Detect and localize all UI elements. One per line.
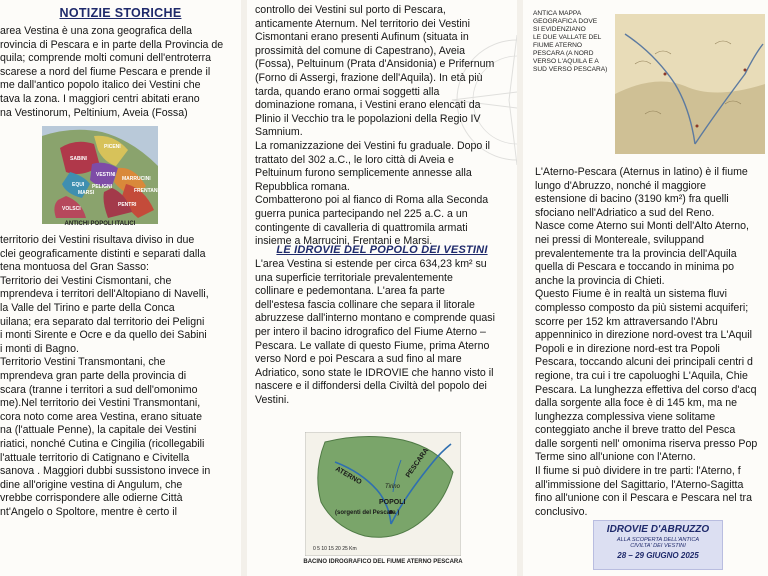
- text-line: Vestini.: [255, 393, 290, 406]
- text-line: contingente di cavalleria di quattromila armati: [255, 221, 468, 234]
- idrovie-text: [255, 258, 517, 408]
- event-title: IDROVIE D'ABRUZZO: [606, 524, 710, 535]
- column-left: [0, 0, 241, 576]
- text-line: Adriatico, sono state le IDROVIE che hanno visto il: [255, 366, 494, 379]
- note-line: SUD VERSO PESCARA): [533, 66, 608, 73]
- text-line: insieme a Marrucini, Frentani e Marsi.: [255, 235, 433, 248]
- text-line: lungo d'Abruzzo, nonché il maggiore: [535, 179, 707, 192]
- text-line: Plinio il Vecchio tra le popolazioni della Regio IV: [255, 112, 481, 125]
- text-line: dalla sorgente alla foce è di 145 km, ma ne: [535, 397, 737, 410]
- map-label: Tirino: [385, 484, 400, 490]
- note-line: GEOGRAFICA DOVE: [533, 18, 598, 25]
- text-line: i monti Sirente e Ocre e da quello dei Sabini: [0, 329, 207, 342]
- column-right: [523, 0, 768, 576]
- text-line: verso Nord e poi Pescara a sud fino al mare: [255, 353, 462, 366]
- text-line: complesso composto da più sistemi acquiferi;: [535, 301, 749, 314]
- text-line: all'immissione del Sagittario, l'Aterno-Sagitta: [535, 478, 744, 491]
- map-label: FRENTANI: [134, 188, 158, 194]
- map-label: PENTRI: [118, 202, 137, 208]
- text-line: area Vestina è una zona geografica della: [0, 25, 193, 37]
- text-line: anticamente Aternum. Nel territorio dei Vestini: [255, 17, 470, 30]
- text-line: sanova . Maggiori dubbi sussistono invece in: [0, 465, 211, 478]
- text-line: trattato del 302 a.C., le loro città di Aveia e: [255, 153, 454, 166]
- text-line: na (l'attuale Penne), la capitale dei Vestini: [0, 424, 197, 437]
- text-line: abruzzese dall'interno montano e comprende quasi: [255, 312, 495, 325]
- note-line: VERSO L'AQUILA E A: [533, 58, 599, 65]
- text-line: tarda, quando erano ormai soggetti alla: [255, 85, 440, 98]
- text-line: scarese a nord del fiume Pescara e prende il: [0, 65, 211, 78]
- text-line: uilana; era separato dal territorio dei Peligni: [0, 315, 205, 328]
- basin-map-caption: BACINO IDROGRAFICO DEL FIUME ATERNO PESCARA: [303, 559, 463, 565]
- text-line: territorio dei Vestini risultava diviso in due: [0, 234, 195, 246]
- event-subtitle-1: ALLA SCOPERTA DELL'ANTICA: [616, 537, 700, 543]
- text-line: riatici, nonché Cutina e Cingilia (ricollegabili: [0, 437, 205, 450]
- event-dates: 28 – 29 GIUGNO 2025: [617, 551, 699, 560]
- intro-text: [0, 25, 238, 120]
- text-line: rovincia di Pescara e in parte della Provincia de: [0, 38, 224, 51]
- text-line: una superficie territoriale prevalentemente: [255, 271, 453, 284]
- text-line: na Vestinorum, Peltinium, Aveia (Fossa): [0, 106, 188, 119]
- text-line: l'attuale territorio di Catignano e Civitella: [0, 451, 190, 464]
- map-caption: ANTICHI POPOLI ITALICI: [64, 221, 136, 227]
- text-line: Repubblica romana.: [255, 180, 350, 193]
- map-note: [533, 10, 619, 74]
- map-label: MARSI: [78, 190, 95, 196]
- text-line: dominazione romana, i Vestini erano elencati da: [255, 99, 481, 112]
- antique-map-image: [615, 14, 765, 154]
- text-line: Territorio Vestini Transmontani, che: [0, 356, 166, 369]
- text-line: Territorio dei Vestini Cismontani, che: [0, 274, 172, 287]
- text-line: Questo Fiume è in realtà un sistema fluvi: [535, 288, 727, 301]
- text-line: clei geograficamente distinti e separati dalla: [0, 247, 206, 260]
- map-label: SABINI: [70, 156, 87, 162]
- text-line: (Fossa), Peltuinum (Prata d'Ansidonia) e Prifernum: [255, 58, 495, 71]
- note-line: PESCARA (A NORD: [533, 50, 594, 57]
- text-line: tena montuosa del Gran Sasso:: [0, 261, 149, 274]
- text-line: Nasce come Aterno sui Monti dell'Alto Aterno,: [535, 220, 750, 233]
- map-label: (sorgenti del Pescara ): [335, 510, 400, 516]
- text-line: L'area Vestina si estende per circa 634,23 km² su: [255, 258, 487, 270]
- text-line: dine all'origine vestina di Angulum, che: [0, 478, 183, 491]
- text-line: Peltuinum furono semplicemente annesse alla: [255, 167, 472, 180]
- ancient-peoples-map: [42, 126, 158, 224]
- text-line: prevalentemente tra la provincia dell'Aquila: [535, 247, 737, 260]
- text-line: cora noto come area Vestina, erano situate: [0, 410, 202, 423]
- event-banner: [593, 520, 723, 570]
- text-line: La romanizzazione dei Vestini fu graduale. Dopo il: [255, 139, 490, 152]
- text-line: Terme sino all'unione con l'Aterno.: [535, 451, 696, 464]
- text-line: mprendeva gran parte della provincia di: [0, 369, 187, 382]
- text-line: mprendeva i territori dell'Altopiano di Navelli,: [0, 288, 209, 301]
- text-line: guerra punica partecipando nel 225 a.C. a un: [255, 207, 468, 220]
- text-line: scara (tranne i territori a sud dell'omonimo: [0, 383, 198, 396]
- text-line: me dall'antico popolo italico dei Vestini che: [0, 79, 201, 92]
- history-text: [255, 4, 517, 249]
- basin-map: [305, 432, 461, 556]
- text-line: dalle sorgenti nell' omonima riserva presso Pop: [535, 437, 758, 450]
- map-label: POPOLI: [379, 499, 406, 506]
- text-line: scorre per 152 km attraversando l'Abru: [535, 315, 718, 328]
- map-label: ATERNO: [334, 465, 363, 487]
- text-line: (Forno di Assergi, frazione dell'Aquila). In età più: [255, 71, 483, 84]
- text-line: regione, tra cui i tre capoluoghi L'Aquila, Chie: [535, 369, 748, 382]
- note-line: FIUME ATERNO: [533, 42, 582, 49]
- text-line: conteggiato anche il breve tratto del Pesca: [535, 424, 736, 437]
- map-label: PESCARA: [404, 447, 431, 480]
- text-line: nt'Angelo o Spoltore, mentre è certo il: [0, 505, 177, 518]
- text-line: nascere e il diffondersi della Civiltà del popolo dei: [255, 380, 487, 393]
- text-line: dell'estesa fascia collinare che separa il litorale: [255, 298, 475, 311]
- text-line: L'Aterno-Pescara (Aternus in latino) è il fiume: [535, 166, 748, 178]
- text-line: Il fiume si può dividere in tre parti: l'Aterno, f: [535, 465, 741, 478]
- map-label: MARRUCINI: [122, 176, 151, 182]
- note-line: SI EVIDENZIANO: [533, 26, 586, 33]
- text-line: quella di Pescara e toccando in minima po: [535, 261, 735, 274]
- text-line: i monti di Bagno.: [0, 342, 79, 355]
- map-label: EQUI: [72, 182, 85, 188]
- text-line: Cismontani erano presenti Aufinum (situata in: [255, 31, 469, 44]
- text-line: lunghezza complessiva viene solitame: [535, 410, 716, 423]
- text-line: anche la provincia di Chieti.: [535, 274, 665, 287]
- text-line: conclusivo.: [535, 505, 588, 518]
- text-line: appenninico in direzione nord-ovest tra L'Aquil: [535, 329, 752, 342]
- text-line: vrebbe corrispondere alle odierne Città: [0, 492, 183, 505]
- aterno-pescara-text: [535, 166, 768, 519]
- text-line: nei pressi di Montereale, sviluppand: [535, 233, 705, 246]
- text-line: quila; comprende molti comuni dell'entroterra: [0, 52, 212, 65]
- text-line: Popoli e in direzione nord-est tra Popoli: [535, 342, 720, 355]
- text-line: tava la zona. I maggiori centri abitati erano: [0, 92, 200, 105]
- text-line: Samnium.: [255, 126, 303, 139]
- text-line: Pescara, toccando alcuni dei principali centri d: [535, 356, 753, 369]
- map-label: PICENI: [104, 144, 121, 150]
- section-title-notizie: NOTIZIE STORICHE: [59, 6, 182, 20]
- text-line: Pescara. La lunghezza effettiva del corso d'acq: [535, 383, 757, 396]
- text-line: per intero il bacino idrografico del Fiume Aterno –: [255, 325, 486, 338]
- note-line: LE DUE VALLATE DEL: [533, 34, 602, 41]
- text-line: estensione di bacino (3190 km²) fra quelli: [535, 193, 729, 206]
- text-line: me).Nel territorio dei Vestini Transmontani,: [0, 397, 201, 410]
- section-title-idrovie: LE IDROVIE DEL POPOLO DEI VESTINI: [276, 244, 488, 256]
- territory-text: [0, 234, 238, 519]
- map-label: VOLSCI: [62, 206, 81, 212]
- text-line: sfociano nell'Adriatico a sud del Reno.: [535, 206, 715, 219]
- column-middle: [247, 0, 517, 576]
- map-label: VESTINI: [96, 172, 116, 178]
- event-subtitle-2: CIVILTA' DEI VESTINI: [630, 543, 686, 549]
- note-line: ANTICA MAPPA: [533, 10, 582, 17]
- text-line: fino all'unione con il Pescara e Pescara nel tra: [535, 492, 752, 505]
- text-line: Pescara. Le vallate di questo Fiume, prima Aterno: [255, 339, 490, 352]
- text-line: Combatterono poi al fianco di Roma alla Seconda: [255, 194, 489, 207]
- text-line: prossimità del comune di Capestrano), Aveia: [255, 44, 466, 57]
- map-label: PELIGNI: [92, 184, 113, 190]
- text-line: collinare e pedemontana. L'area fa parte: [255, 285, 445, 298]
- text-line: la Valle del Tirino e parte della Conca: [0, 301, 175, 314]
- map-scale: 0 5 10 15 20 25 Km: [313, 546, 357, 552]
- text-line: controllo dei Vestini sul porto di Pescara,: [255, 4, 446, 16]
